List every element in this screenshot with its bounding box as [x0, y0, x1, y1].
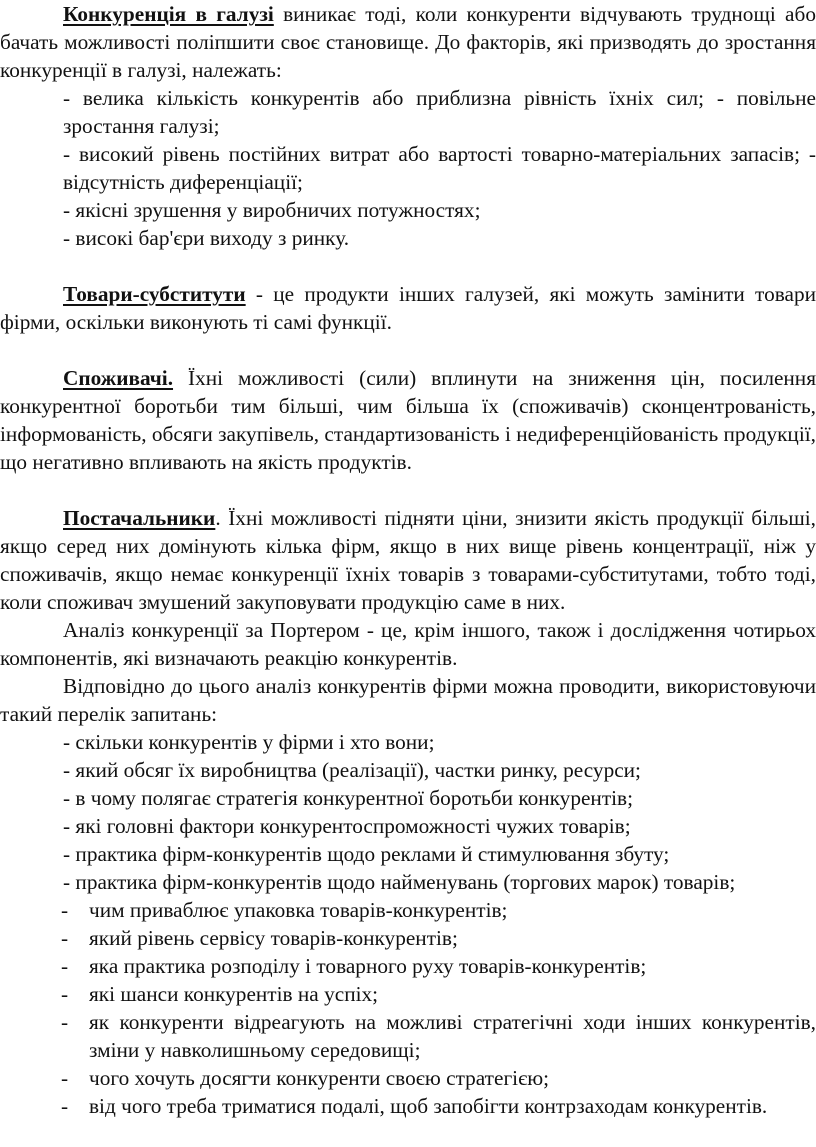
competition-item: - високий рівень постійних витрат або вартості товарно-матеріальних запасів; - відсутність диференціації; [63, 142, 816, 194]
question-item: - в чому полягає стратегія конкурентної боротьби конкурентів; [63, 786, 634, 810]
substitutes-text: - це продукти інших галузей, які можуть замінити товари фірми, оскільки виконують ті самі функції. [0, 282, 816, 334]
question-text: чого хочуть досягти конкуренти своєю стратегією; [89, 1066, 550, 1090]
competition-item: - велика кількість конкурентів або приблизна рівність їхніх сил; - повільне зростання галузі; [63, 86, 816, 138]
dash-marker: - [61, 1094, 69, 1118]
paragraph-consumers [0, 364, 816, 476]
question-text: який рівень сервісу товарів-конкурентів; [89, 926, 458, 950]
heading-consumers: Споживачі. [63, 366, 174, 390]
question-text: як конкуренти відреагують на можливі стратегічні ходи інших конкурентів, зміни у навколишньому середовищі; [89, 1010, 816, 1062]
dash-marker: - [61, 926, 69, 950]
paragraph-analysis: Відповідно до цього аналіз конкурентів фірми можна проводити, використовуючи такий перелік запитань: [0, 674, 816, 726]
spacer [0, 476, 816, 504]
consumers-text: Їхні можливості (сили) вплинути на зниження цін, посилення конкурентної боротьби тим більші, чим більша їх (споживачів) сконцентрованість, інформованість, обсяги закупівель, стандартизованість і недиференційованість продукції, що негативно впливають на якість продуктів. [0, 366, 816, 474]
paragraph-suppliers [0, 504, 816, 616]
dash-marker: - [61, 1066, 69, 1090]
question-text: яка практика розподілу і товарного руху товарів-конкурентів; [89, 954, 647, 978]
dash-marker: - [61, 954, 69, 978]
question-dash-item [0, 924, 816, 952]
paragraph-porter: Аналіз конкуренції за Портером - це, крім іншого, також і дослідження чотирьох компонентів, які визначають реакцію конкурентів. [0, 618, 816, 670]
question-dash-item [0, 1064, 816, 1092]
paragraph-competition [0, 0, 816, 84]
question-dash-item [0, 952, 816, 980]
question-item: - скільки конкурентів у фірми і хто вони; [63, 730, 435, 754]
spacer [0, 252, 816, 280]
question-text: які шанси конкурентів на успіх; [89, 982, 379, 1006]
competition-text: виникає тоді, коли конкуренти відчувають труднощі або бачать можливості поліпшити своє становище. До факторів, які призводять до зростання конкуренції в галузі, належать: [0, 2, 816, 82]
question-dash-item [0, 896, 816, 924]
question-item: - які головні фактори конкурентоспроможності чужих товарів; [63, 814, 631, 838]
dash-marker: - [61, 1010, 69, 1034]
heading-substitutes: Товари-субститути [63, 282, 246, 306]
competition-item: - якісні зрушення у виробничих потужностях; [63, 198, 481, 222]
question-dash-item [0, 1008, 816, 1064]
paragraph-substitutes [0, 280, 816, 336]
question-text: від чого треба триматися подалі, щоб запобігти контрзаходам конкурентів. [89, 1094, 768, 1118]
heading-suppliers: Постачальники [63, 506, 216, 530]
dash-marker: - [61, 982, 69, 1006]
spacer [0, 336, 816, 364]
dash-marker: - [61, 898, 69, 922]
question-item: - практика фірм-конкурентів щодо реклами й стимулювання збуту; [63, 842, 670, 866]
suppliers-text: . Їхні можливості підняти ціни, знизити якість продукції більші, якщо серед них домінують кілька фірм, якщо в них вище рівень концентрації, ніж у споживачів, якщо немає конкуренції їхніх товарів з товарами-субститутами, тобто тоді, коли споживач змушений закуповувати продукцію саме в них. [0, 506, 816, 614]
question-dash-item [0, 980, 816, 1008]
question-item: - який обсяг їх виробництва (реалізації), частки ринку, ресурси; [63, 758, 641, 782]
question-text: чим приваблює упаковка товарів-конкурентів; [89, 898, 508, 922]
question-item: - практика фірм-конкурентів щодо найменувань (торгових марок) товарів; [63, 870, 736, 894]
competition-item: - високі бар'єри виходу з ринку. [63, 226, 350, 250]
question-dash-item [0, 1092, 816, 1120]
heading-competition: Конкуренція в галузі [63, 2, 274, 26]
